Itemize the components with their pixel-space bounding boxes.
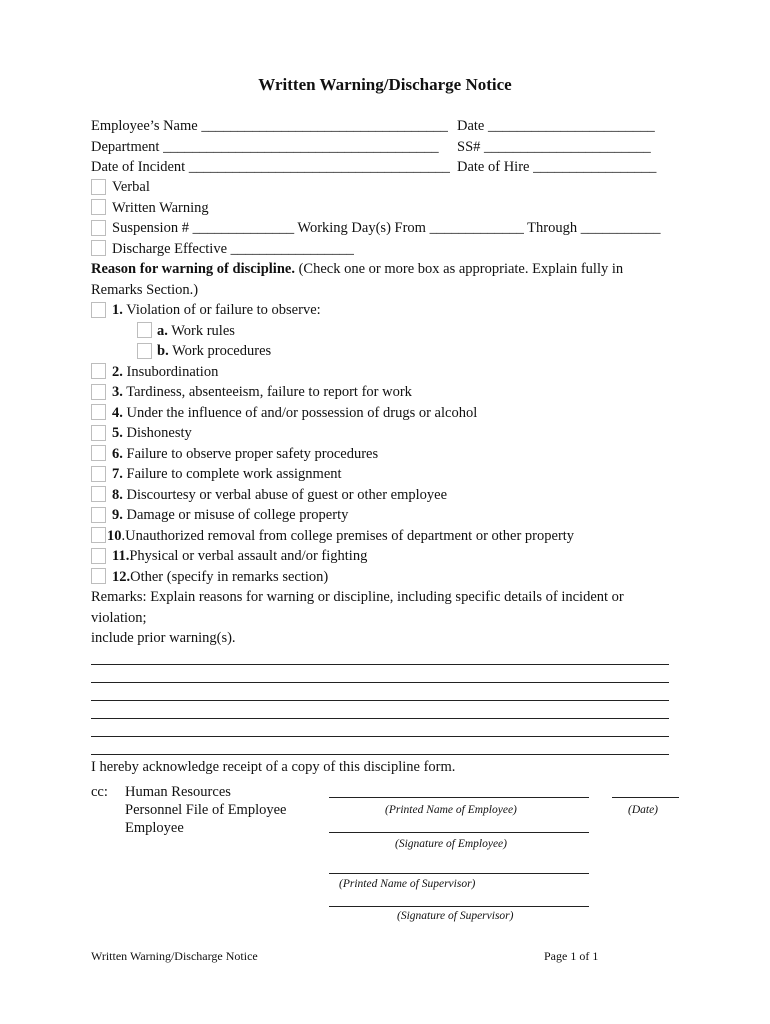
- violation-6-label: 6. Failure to observe proper safety procedures: [112, 446, 379, 462]
- verbal-checkbox[interactable]: [91, 179, 106, 195]
- violation-1b-checkbox[interactable]: [137, 343, 152, 359]
- violation-9-label: 9. Damage or misuse of college property: [112, 507, 349, 523]
- violation-7-checkbox[interactable]: [91, 466, 106, 482]
- remarks-line[interactable]: [91, 700, 669, 701]
- violation-1a-checkbox[interactable]: [137, 322, 152, 338]
- violation-3-label: 3. Tardiness, absenteeism, failure to report for work: [112, 384, 412, 400]
- cc-item: Human Resources: [125, 784, 231, 800]
- remarks-instruction-line3: include prior warning(s).: [91, 630, 236, 646]
- violation-1a-label: a. Work rules: [157, 323, 235, 339]
- violation-8-label: 8. Discourtesy or verbal abuse of guest or other employee: [112, 487, 448, 503]
- written-warning-label: Written Warning: [112, 200, 209, 216]
- remarks-line[interactable]: [91, 736, 669, 737]
- violation-11-checkbox[interactable]: [91, 548, 106, 564]
- cc-label: cc:: [91, 784, 108, 800]
- department-field[interactable]: Department ______________________________________: [91, 139, 439, 155]
- violation-4-checkbox[interactable]: [91, 404, 106, 420]
- remarks-line[interactable]: [91, 682, 669, 683]
- violation-8-checkbox[interactable]: [91, 486, 106, 502]
- violation-7-label: 7. Failure to complete work assignment: [112, 466, 342, 482]
- violation-5-label: 5. Dishonesty: [112, 425, 192, 441]
- violation-11-label: 11.Physical or verbal assault and/or fighting: [112, 548, 368, 564]
- violation-2-label: 2. Insubordination: [112, 364, 219, 380]
- cc-item: Employee: [125, 820, 184, 836]
- remarks-line[interactable]: [91, 664, 669, 665]
- remarks-instruction-line2: violation;: [91, 610, 147, 626]
- violation-9-checkbox[interactable]: [91, 507, 106, 523]
- verbal-label: Verbal: [112, 179, 150, 195]
- violation-2-checkbox[interactable]: [91, 363, 106, 379]
- violation-12-checkbox[interactable]: [91, 568, 106, 584]
- violation-10-label: 10.Unauthorized removal from college premises of department or other property: [107, 528, 575, 544]
- discharge-checkbox[interactable]: [91, 240, 106, 256]
- violation-3-checkbox[interactable]: [91, 384, 106, 400]
- violation-1-label: 1. Violation of or failure to observe:: [112, 302, 321, 318]
- signature-employee-caption: (Signature of Employee): [395, 838, 507, 850]
- date-line[interactable]: [612, 797, 679, 798]
- remarks-instruction-line1: Remarks: Explain reasons for warning or discipline, including specific details of incident or: [91, 589, 624, 605]
- reason-heading-line2: Remarks Section.): [91, 282, 199, 298]
- signature-supervisor-caption: (Signature of Supervisor): [397, 910, 514, 922]
- reason-heading-bold: Reason for warning of discipline.: [91, 261, 295, 277]
- violation-10-checkbox[interactable]: [91, 527, 106, 543]
- violation-1-checkbox[interactable]: [91, 302, 106, 318]
- footer-document-title: Written Warning/Discharge Notice: [91, 949, 258, 963]
- footer-page-number: Page 1 of 1: [544, 949, 599, 963]
- employee-name-field[interactable]: Employee’s Name __________________________________: [91, 118, 448, 134]
- printed-name-employee-caption: (Printed Name of Employee): [385, 804, 517, 816]
- date-of-incident-field[interactable]: Date of Incident ____________________________________: [91, 159, 450, 175]
- date-caption: (Date): [628, 804, 659, 816]
- printed-name-employee-line[interactable]: [329, 797, 589, 798]
- suspension-checkbox[interactable]: [91, 220, 106, 236]
- violation-1b-label: b. Work procedures: [157, 343, 272, 359]
- suspension-label: Suspension # ______________ Working Day(s) From _____________ Through ___________: [112, 220, 661, 236]
- violation-6-checkbox[interactable]: [91, 445, 106, 461]
- written-warning-checkbox[interactable]: [91, 199, 106, 215]
- cc-item: Personnel File of Employee: [125, 802, 287, 818]
- violation-5-checkbox[interactable]: [91, 425, 106, 441]
- violation-12-label: 12.Other (specify in remarks section): [112, 569, 329, 585]
- ss-field[interactable]: SS# _______________________: [457, 139, 651, 155]
- remarks-line[interactable]: [91, 754, 669, 755]
- reason-heading-rest: (Check one or more box as appropriate. Explain fully in: [294, 261, 624, 277]
- remarks-line[interactable]: [91, 718, 669, 719]
- acknowledgement-text: I hereby acknowledge receipt of a copy of this discipline form.: [91, 759, 456, 775]
- violation-4-label: 4. Under the influence of and/or possession of drugs or alcohol: [112, 405, 478, 421]
- date-field[interactable]: Date _______________________: [457, 118, 655, 134]
- date-of-hire-field[interactable]: Date of Hire _________________: [457, 159, 657, 175]
- signature-employee-line[interactable]: [329, 832, 589, 833]
- discharge-label: Discharge Effective _________________: [112, 241, 354, 257]
- document-title: Written Warning/Discharge Notice: [258, 75, 512, 94]
- reason-heading: [91, 259, 623, 279]
- printed-name-supervisor-caption: (Printed Name of Supervisor): [339, 878, 476, 890]
